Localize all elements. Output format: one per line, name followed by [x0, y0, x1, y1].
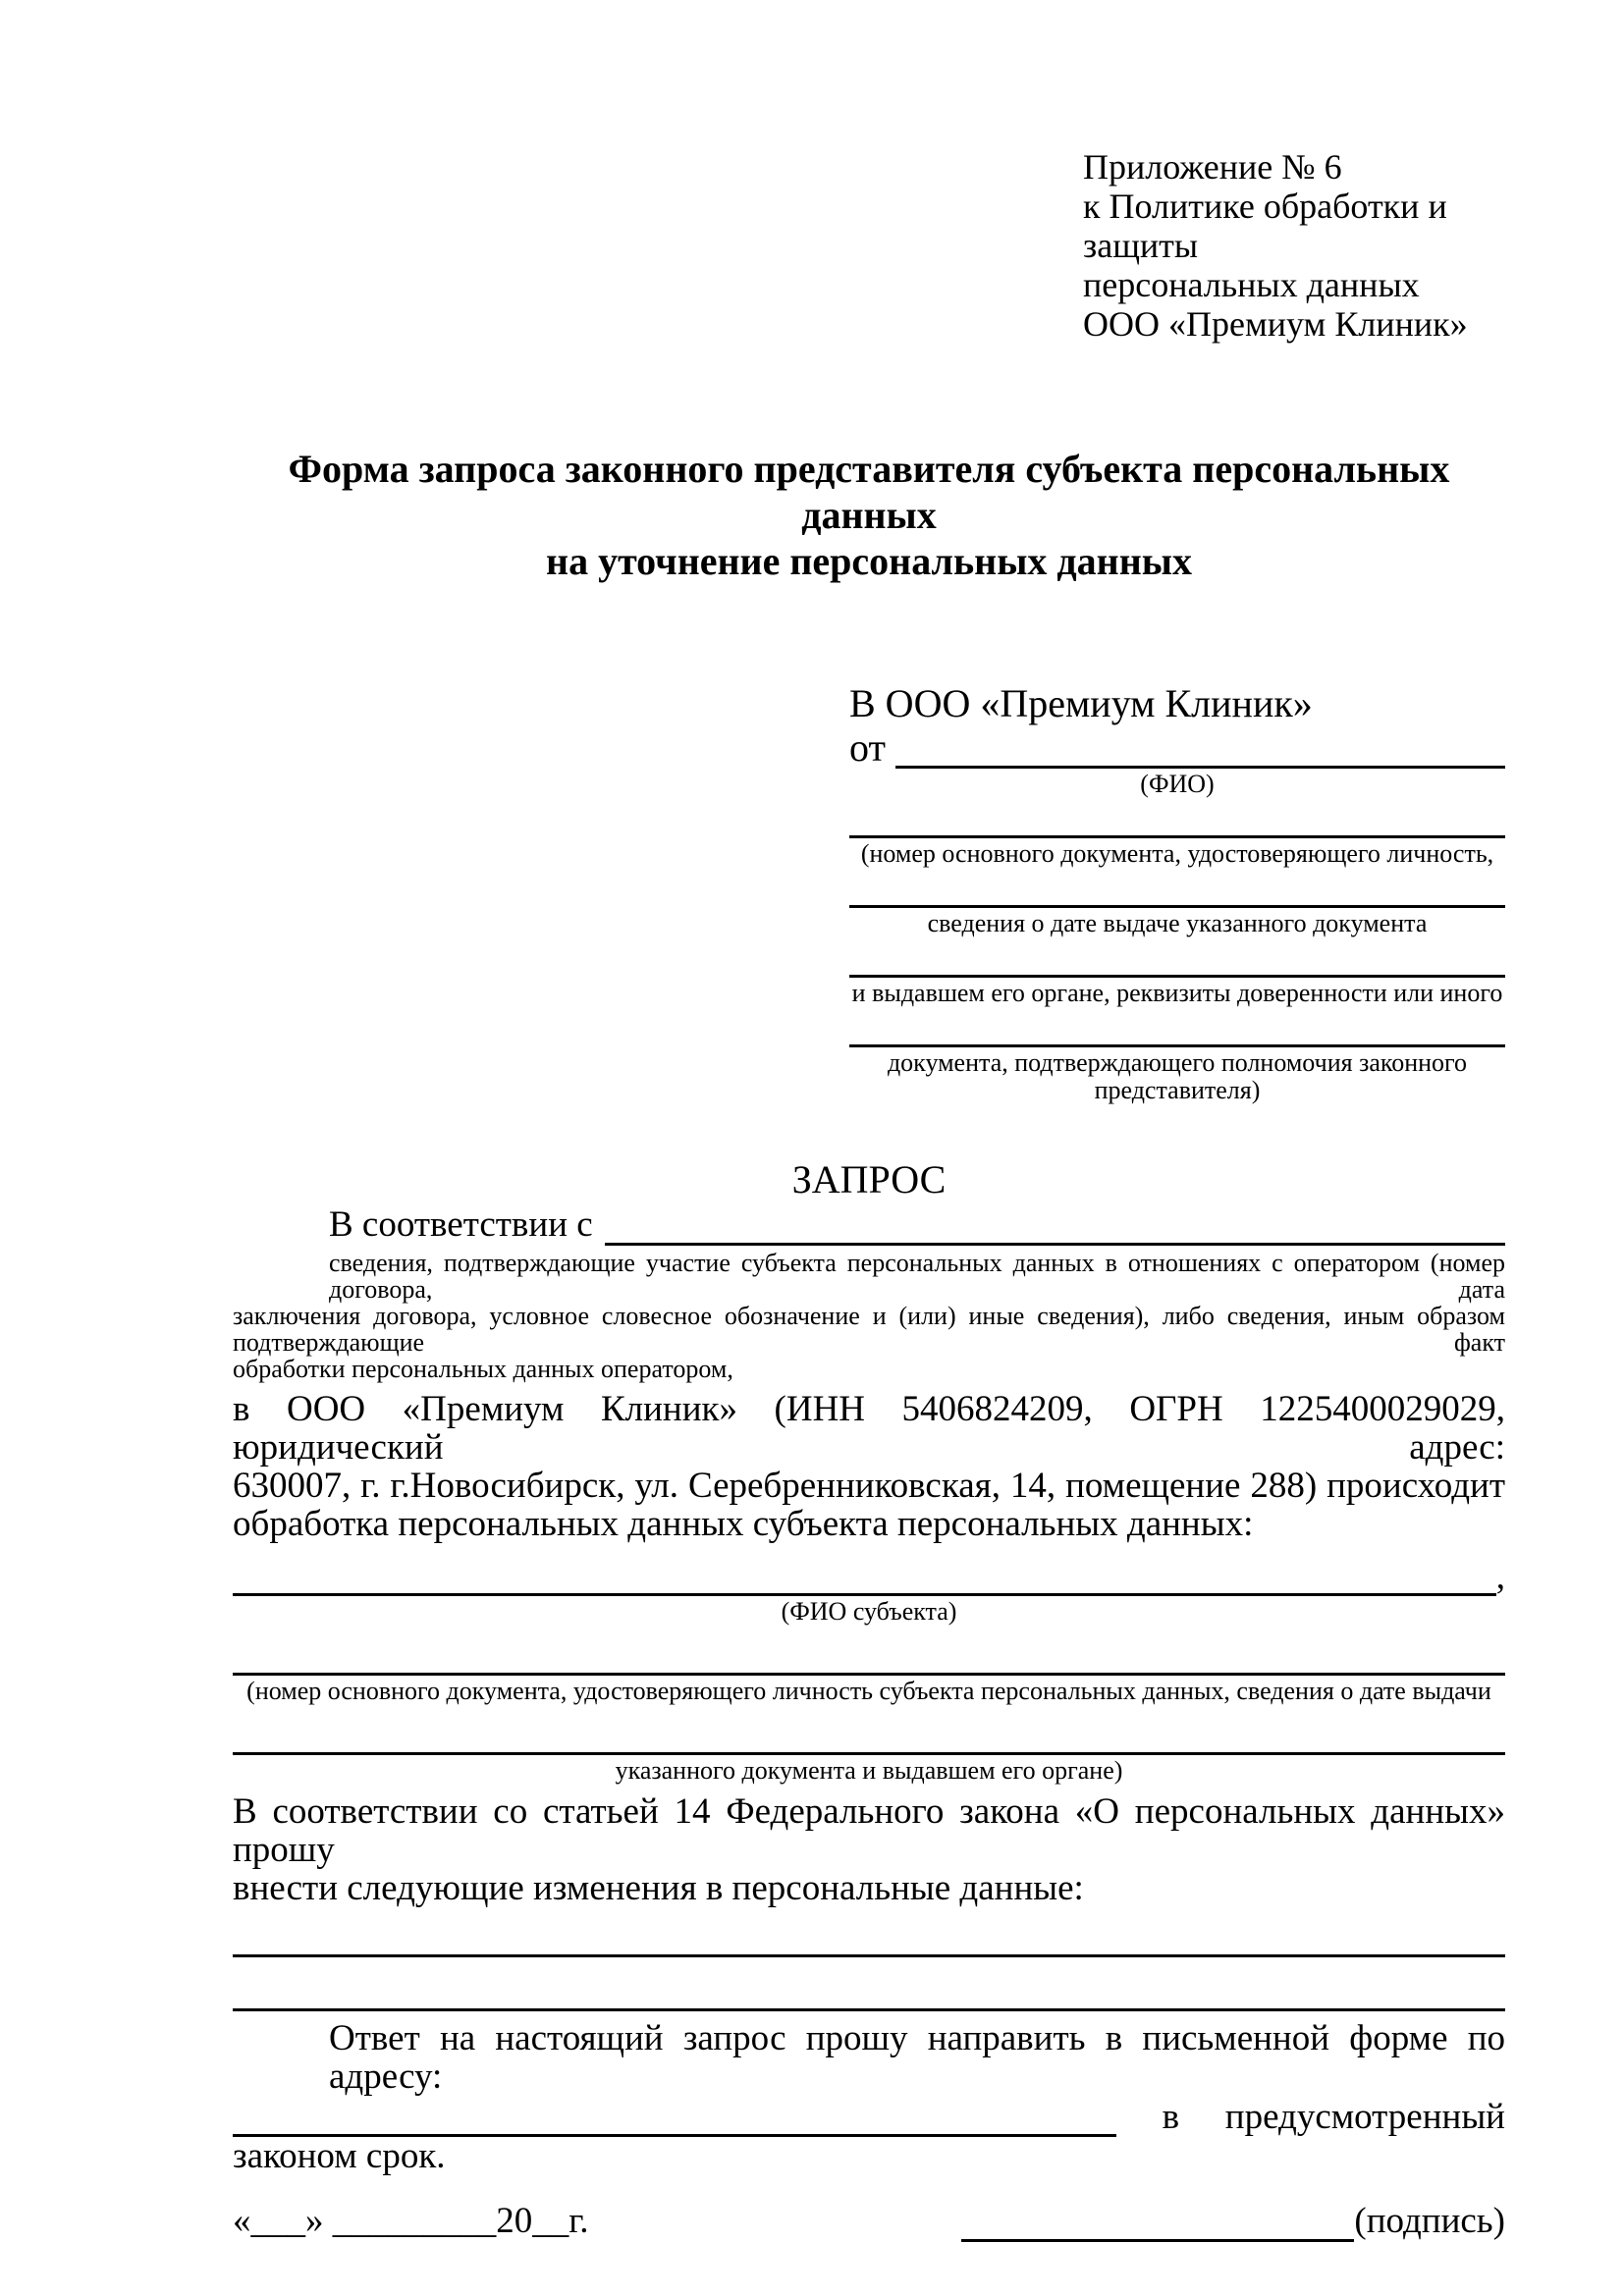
fio-caption: (ФИО): [1140, 770, 1215, 798]
operator-line: обработка персональных данных субъекта персональных данных:: [233, 1504, 1254, 1544]
intro-line: [233, 1204, 1505, 1246]
header-line: ООО «Премиум Клиник»: [1083, 304, 1468, 344]
answer-word: предусмотренный: [1224, 2097, 1505, 2137]
field-caption: сведения о дате выдаче указанного документа: [927, 909, 1428, 937]
header-line: персональных данных: [1083, 265, 1420, 304]
request-heading: ЗАПРОС: [791, 1157, 947, 1201]
note-paragraph: [233, 1250, 1505, 1382]
answer-word: в: [1162, 2097, 1180, 2137]
operator-line: 630007, г. г.Новосибирск, ул. Серебренниковская, 14, помещение 288) происходит: [233, 1466, 1505, 1506]
trailing-comma: ,: [1495, 1557, 1505, 1597]
header-line: Приложение № 6: [1083, 147, 1342, 187]
blank-field-line: [233, 1705, 1505, 1755]
date-field: «___» _________20__г.: [233, 2201, 589, 2241]
operator-paragraph: [233, 1390, 1505, 1543]
intro-label: В соответствии с: [329, 1204, 593, 1245]
blank-field-line: [233, 1593, 1496, 1596]
subject-doc-caption: указанного документа и выдавшем его органе): [615, 1756, 1123, 1785]
document-title: [233, 446, 1505, 584]
blank-changes-line: [233, 1957, 1505, 2011]
title-line: Форма запроса законного представителя субъекта персональных данных: [288, 447, 1450, 537]
field-caption: документа, подтверждающего полномочия законного представителя): [887, 1048, 1468, 1104]
blank-field-line: [849, 1007, 1505, 1047]
law-paragraph: [233, 1792, 1505, 1907]
addressee-company: В ООО «Премиум Клиник»: [849, 681, 1313, 725]
law-line: В соответствии со статьей 14 Федерального закона «О персональных данных» прошу: [233, 1791, 1505, 1870]
field-caption: и выдавшем его органе, реквизиты доверенности или иного: [851, 979, 1503, 1007]
intro-blank-line: [605, 1243, 1505, 1246]
subject-fio-caption: (ФИО субъекта): [781, 1597, 957, 1626]
answer-address-line: [233, 2098, 1505, 2137]
operator-line: в ООО «Премиум Клиник» (ИНН 5406824209, ОГРН 1225400029029, юридический адрес:: [233, 1389, 1505, 1468]
blank-field-line: [233, 1626, 1505, 1676]
answer-line: Ответ на настоящий запрос прошу направить в письменной форме по адресу:: [329, 2018, 1505, 2097]
blank-changes-line: [233, 1907, 1505, 1957]
appendix-header: [1083, 147, 1505, 344]
date-signature-row: [233, 2201, 1505, 2242]
blank-field-line: [849, 937, 1505, 978]
subject-name-line: [233, 1559, 1505, 1596]
law-line: внести следующие изменения в персональные данные:: [233, 1868, 1084, 1908]
blank-field-line: [849, 798, 1505, 838]
subject-doc-caption: (номер основного документа, удостоверяющего личность субъекта персональных данных, сведения о дате выдачи: [246, 1677, 1491, 1705]
signature-blank-line: [961, 2206, 1354, 2242]
signature-caption: (подпись): [1354, 2201, 1505, 2241]
signature-group: [961, 2201, 1505, 2242]
answer-paragraph: [233, 2019, 1505, 2175]
note-line: обработки персональных данных оператором,: [233, 1355, 733, 1383]
from-line: [849, 727, 1505, 769]
addressee-block: [849, 682, 1505, 1104]
header-line: к Политике обработки и защиты: [1083, 187, 1447, 265]
from-blank-line: [895, 766, 1505, 769]
answer-line: законом срок.: [233, 2136, 446, 2176]
blank-field-line: [849, 868, 1505, 908]
field-caption: (номер основного документа, удостоверяющего личность,: [860, 839, 1494, 868]
note-line: сведения, подтверждающие участие субъекта персональных данных в отношениях с оператором (номер договора, дата: [329, 1249, 1505, 1304]
note-line: заключения договора, условное словесное обозначение и (или) иные сведения), либо сведения, иным образом подтверждающие факт: [233, 1302, 1505, 1357]
from-label: от: [849, 725, 886, 770]
title-line: на уточнение персональных данных: [546, 539, 1192, 583]
blank-address-line: [233, 2101, 1116, 2137]
